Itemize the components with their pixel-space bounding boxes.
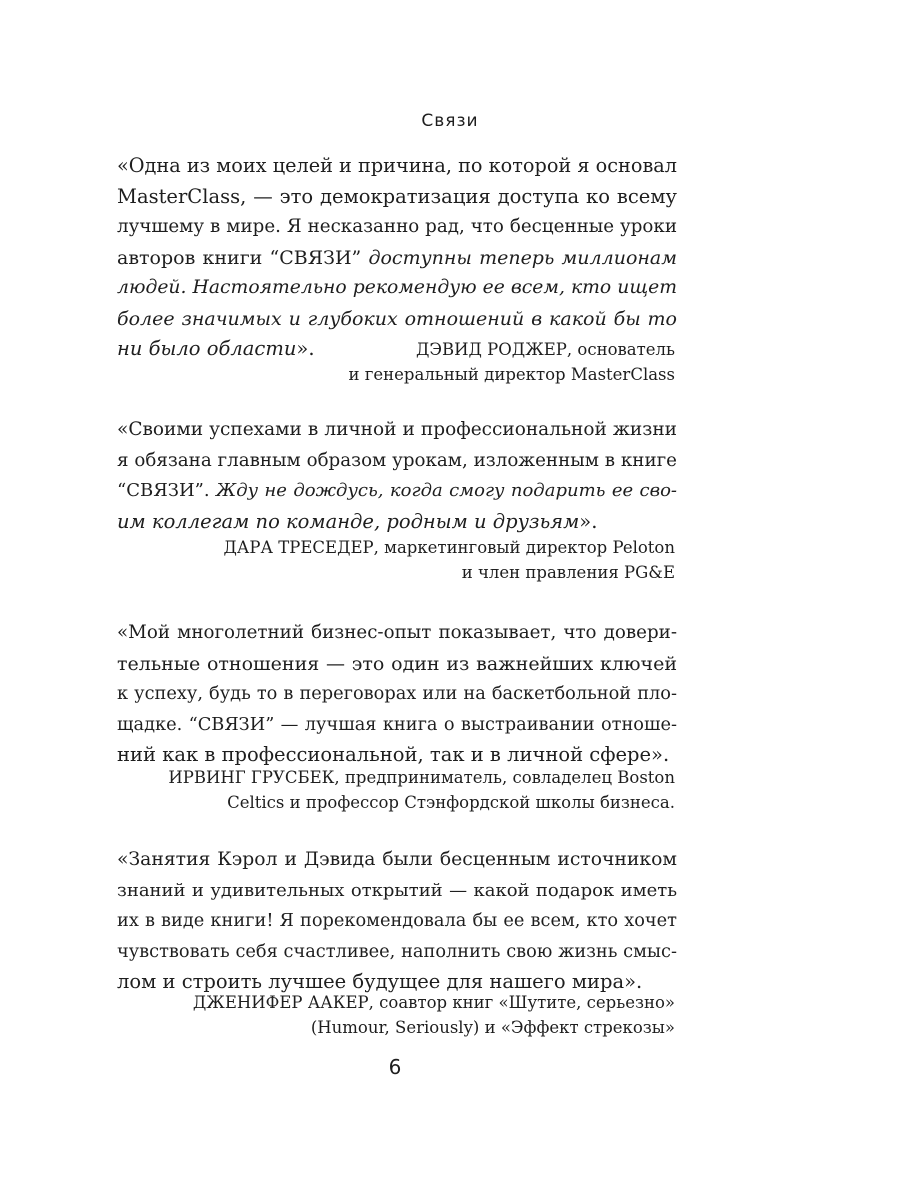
quote-text: знаний и удивительных открытий — какой подарок иметь — [117, 879, 677, 901]
quote-text: ». — [296, 337, 315, 360]
attribution-line: и генеральный директор MasterClass — [348, 365, 675, 384]
quote-text-italic: людей. Настоятельно рекомендую ее всем, кто ищет — [117, 277, 677, 298]
attribution-line: ИРВИНГ ГРУСБЕК, предприниматель, совладелец Boston — [168, 768, 675, 787]
quote-text: лучшему в мире. Я несказанно рад, что бесценные уроки — [117, 216, 677, 237]
attribution-line: ДАРА ТРЕСЕДЕР, маркетинговый директор Peloton — [223, 538, 675, 557]
quote-line — [117, 507, 677, 538]
quote-line — [117, 876, 677, 907]
quote-line — [117, 906, 677, 937]
quote-line — [117, 679, 677, 710]
quote-text-italic: доступны теперь миллионам — [368, 246, 677, 269]
quote-line — [117, 415, 677, 446]
quote-text: ». — [579, 509, 598, 533]
testimonial-quote — [117, 415, 677, 537]
page-number: 6 — [388, 1055, 402, 1079]
testimonial-quote — [117, 151, 677, 365]
quote-line — [117, 273, 677, 304]
quote-text: «Занятия Кэрол и Дэвида были бесценным источником — [117, 849, 677, 870]
quote-text: ний как в профессиональной, так и в личной сфере». — [117, 743, 670, 766]
quote-text: чувствовать себя счастливее, наполнить свою жизнь смыс- — [117, 941, 677, 962]
quote-line — [117, 304, 677, 335]
attribution-line: Celtics и профессор Стэнфордской школы бизнеса. — [227, 793, 675, 812]
testimonial-attribution — [75, 535, 675, 585]
attribution-line: (Humour, Seriously) и «Эффект стрекозы» — [310, 1018, 675, 1037]
quote-line — [117, 710, 677, 741]
quote-text: авторов книги “СВЯЗИ” — [117, 246, 369, 269]
attribution-line: и член правления PG&E — [461, 563, 675, 582]
testimonial-attribution — [75, 337, 675, 387]
testimonial-quote — [117, 845, 677, 998]
quote-line — [117, 845, 677, 876]
quote-line — [117, 618, 677, 649]
quote-line — [117, 182, 677, 213]
quote-line — [117, 151, 677, 182]
testimonial-attribution — [75, 765, 675, 815]
quote-text-italic: ни было области — [117, 337, 297, 360]
quote-text: их в виде книги! Я порекомендовала бы ее всем, кто хочет — [117, 911, 677, 931]
quote-text: тельные отношения — это один из важнейших ключей — [117, 652, 677, 675]
quote-line — [117, 649, 677, 680]
quote-line — [117, 476, 677, 507]
quote-line — [117, 212, 677, 243]
quote-line — [117, 937, 677, 968]
quote-text: «Своими успехами в личной и профессиональной жизни — [117, 419, 677, 440]
quote-line — [117, 446, 677, 477]
quote-text: к успеху, будь то в переговорах или на баскетбольной пло- — [117, 684, 677, 704]
running-head: Связи — [421, 111, 479, 131]
quote-text: «Одна из моих целей и причина, по которой я основал — [117, 154, 677, 177]
quote-text: «Мой многолетний бизнес-опыт показывает, что довери- — [117, 622, 677, 643]
quote-text-italic: Жду не дождусь, когда смогу подарить ее сво- — [215, 480, 677, 501]
quote-text: “СВЯЗИ”. — [117, 480, 216, 501]
attribution-line: ДЖЕНИФЕР ААКЕР, соавтор книг «Шутите, серьезно» — [192, 993, 675, 1012]
quote-text-italic: более значимых и глубоких отношений в какой бы то — [117, 307, 677, 330]
quote-text: щадке. “СВЯЗИ” — лучшая книга о выстраивании отноше- — [117, 714, 677, 735]
attribution-line: ДЭВИД РОДЖЕР, основатель — [415, 340, 675, 359]
testimonial-quote — [117, 618, 677, 771]
quote-text-italic: им коллегам по команде, родным и друзьям — [117, 509, 580, 533]
quote-text: MasterClass, — это демократизация доступа ко всему — [117, 184, 677, 208]
testimonial-attribution — [75, 990, 675, 1040]
quote-text: лом и строить лучшее будущее для нашего мира». — [117, 970, 643, 993]
quote-text: я обязана главным образом урокам, изложенным в книге — [117, 449, 677, 471]
quote-line — [117, 243, 677, 274]
